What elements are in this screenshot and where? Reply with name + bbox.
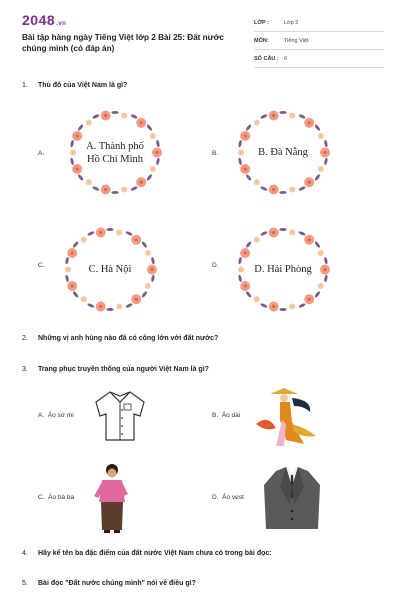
question-number: 1.: [22, 82, 28, 89]
meta-row-count: [254, 50, 384, 68]
option-letter[interactable]: C.: [38, 262, 45, 269]
question-text: Bài đọc "Đất nước chúng mình" nói về điều gì?: [38, 580, 196, 587]
meta-value: Lớp 2: [284, 19, 299, 26]
option-text: Áo sơ mi: [47, 412, 74, 419]
option-label-line: D. Hải Phòng: [254, 264, 312, 275]
option-d-label: [228, 222, 338, 317]
option-text: Áo vest: [222, 494, 244, 501]
meta-key: LỚP :: [254, 19, 269, 26]
option-letter: C.: [38, 494, 45, 501]
meta-key: SỐ CÂU :: [254, 55, 279, 62]
vest-icon[interactable]: [262, 465, 322, 533]
option-letter[interactable]: B.: [212, 150, 219, 157]
option-text: Áo bà ba: [48, 494, 75, 501]
option-text: Áo dài: [221, 412, 241, 419]
site-logo[interactable]: [22, 12, 66, 28]
shirt-icon[interactable]: [92, 388, 148, 444]
option-a-label: [60, 105, 170, 200]
question-3: [22, 366, 209, 373]
option-letter: A.: [38, 412, 45, 419]
option-c-label: [55, 222, 165, 317]
option-letter: B.: [212, 412, 219, 419]
option-d-wreath[interactable]: [228, 222, 338, 317]
meta-row-grade: [254, 14, 384, 32]
option-a-label[interactable]: [38, 412, 74, 419]
question-number: 3.: [22, 366, 28, 373]
option-letter: D.: [212, 494, 219, 501]
ao-dai-icon[interactable]: [246, 384, 318, 454]
option-b-wreath[interactable]: [228, 105, 338, 200]
option-c-wreath[interactable]: [55, 222, 165, 317]
question-number: 5.: [22, 580, 28, 587]
option-letter[interactable]: D.: [212, 262, 219, 269]
question-text: Trang phục truyền thống của người Việt Nam là gì?: [38, 366, 209, 373]
question-number: 2.: [22, 335, 28, 342]
question-number: 4.: [22, 550, 28, 557]
question-2: [22, 335, 218, 342]
option-c-label[interactable]: [38, 494, 74, 501]
option-label-line: A. Thành phố: [86, 140, 144, 152]
question-4: [22, 550, 272, 557]
option-a-wreath[interactable]: [60, 105, 170, 200]
option-b-label: [228, 105, 338, 200]
question-text: Những vị anh hùng nào đã có công lớn với đất nước?: [38, 335, 219, 342]
meta-table: [254, 14, 384, 68]
meta-row-subject: [254, 32, 384, 50]
meta-value: 6: [284, 55, 288, 62]
option-b-label[interactable]: [212, 412, 240, 419]
logo-suffix: .vn: [56, 21, 67, 27]
option-letter[interactable]: A.: [38, 150, 45, 157]
question-text: Hãy kể tên ba đặc điểm của đất nước Việt Nam chưa có trong bài đọc:: [38, 550, 272, 557]
ao-ba-ba-icon[interactable]: [92, 462, 132, 534]
page-header: [0, 0, 400, 68]
page-title: Bài tập hàng ngày Tiếng Việt lớp 2 Bài 25: Đất nước chúng mình (có đáp án): [22, 33, 224, 53]
option-label-line: B. Đà Nẵng: [258, 147, 308, 158]
option-label-line: C. Hà Nội: [88, 264, 132, 275]
logo-text: 2048: [22, 12, 56, 28]
question-5: [22, 580, 196, 587]
option-label-line: Hồ Chí Minh: [86, 153, 143, 165]
meta-value: Tiếng Việt: [284, 37, 309, 44]
question-text: Thủ đô của Việt Nam là gì?: [38, 82, 128, 89]
question-1: [22, 82, 127, 89]
option-d-label[interactable]: [212, 494, 244, 501]
meta-key: MÔN:: [254, 37, 269, 44]
